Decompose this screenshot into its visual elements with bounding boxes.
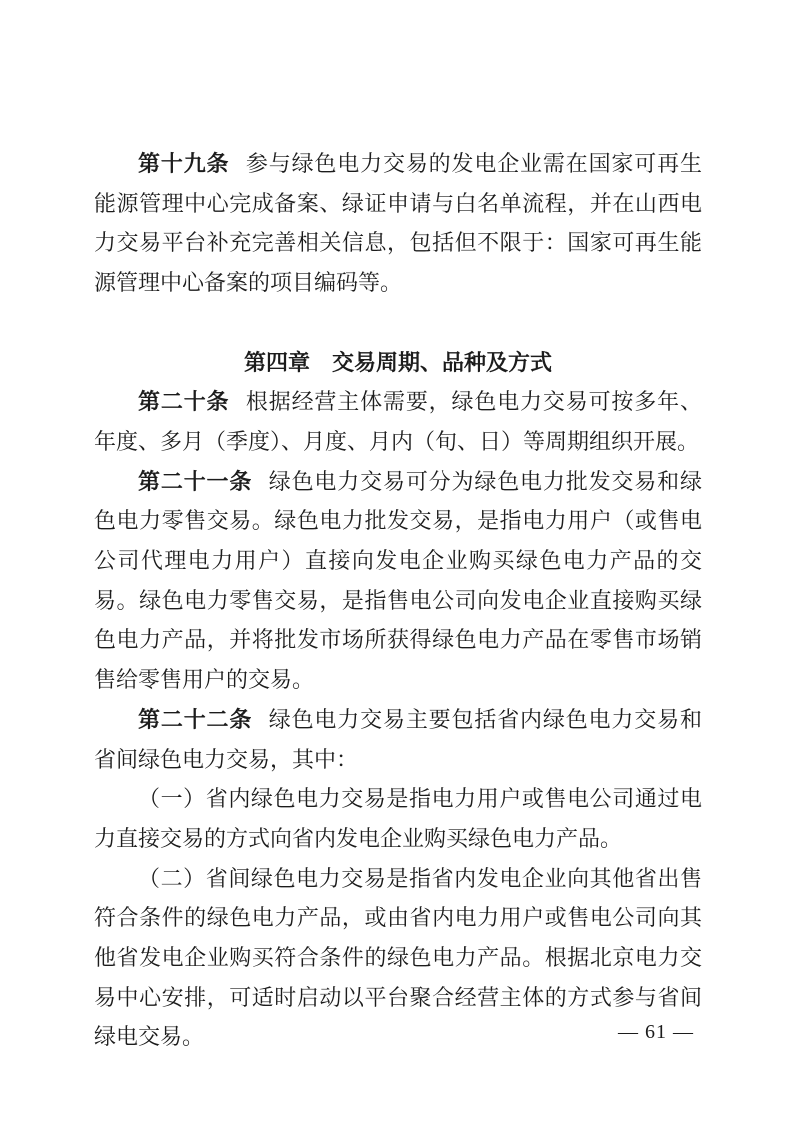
article-19-label: 第十九条 bbox=[138, 151, 230, 176]
article-19-text: 参与绿色电力交易的发电企业需在国家可再生能源管理中心完成备案、绿证申请与白名单流程，并在山西电力交易平台补充完善相关信息，包括但不限于：国家可再生能源管理中心备案的项目编码等。 bbox=[94, 151, 702, 296]
article-19-paragraph bbox=[94, 144, 702, 303]
article-20-paragraph bbox=[94, 382, 702, 461]
article-21-paragraph bbox=[94, 462, 702, 700]
chapter-4-heading: 第四章 交易周期、品种及方式 bbox=[243, 349, 552, 375]
article-20-label: 第二十条 bbox=[138, 389, 230, 415]
article-22-label: 第二十二条 bbox=[138, 706, 253, 732]
document-body bbox=[94, 144, 702, 1057]
page-number: — 61 — bbox=[618, 1021, 694, 1043]
article-21-text: 绿色电力交易可分为绿色电力批发交易和绿色电力零售交易。绿色电力批发交易，是指电力用户（或售电公司代理电力用户）直接向发电企业购买绿色电力产品的交易。绿色电力零售交易，是指售电公司向发电企业直接购买绿色电力产品，并将批发市场所获得绿色电力产品在零售市场销售给零售用户的交易。 bbox=[94, 468, 702, 693]
article-22-text: 绿色电力交易主要包括省内绿色电力交易和省间绿色电力交易，其中： bbox=[94, 706, 702, 772]
list-item-1-paragraph: （一）省内绿色电力交易是指电力用户或售电公司通过电力直接交易的方式向省内发电企业购买绿色电力产品。 bbox=[94, 786, 702, 851]
article-20-text: 根据经营主体需要，绿色电力交易可按多年、年度、多月（季度）、月度、月内（旬、日）等周期组织开展。 bbox=[94, 389, 702, 454]
list-item-2-paragraph: （二）省间绿色电力交易是指省内发电企业向其他省出售符合条件的绿色电力产品，或由省内电力用户或售电公司向其他省发电企业购买符合条件的绿色电力产品。根据北京电力交易中心安排，可适时启动以平台聚合经营主体的方式参与省间绿电交易。 bbox=[94, 865, 702, 1050]
article-21-label: 第二十一条 bbox=[138, 468, 253, 494]
article-22-paragraph bbox=[94, 700, 702, 779]
